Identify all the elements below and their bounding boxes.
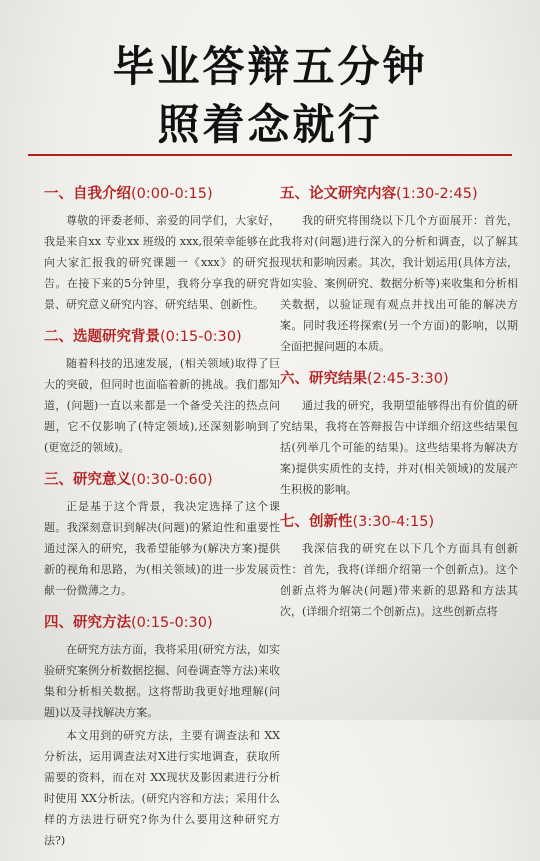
section-title: 七、创新性: [280, 514, 353, 530]
section-paragraph: 在研究方法方面，我将采用(研究方法，如实验研究案例分析数据挖掘、问卷调查等方法)来收集和分析相关数据。这将帮助我更好地理解(问题)以及寻找解决方案。: [44, 643, 280, 719]
section-heading: [44, 325, 280, 346]
section-title: 二、选题研究背景: [44, 329, 160, 345]
section-paragraph: 通过我的研究，我期望能够得出有价值的研究结果，我将在答辩报告中详细介绍这些结果包括(列举几个可能的结果)。这些结果将为解决方案)提供实质性的支持，并对(相关领域)的发展产生积极的影响。: [280, 399, 518, 496]
section-heading: [280, 367, 518, 388]
section-title: 三、研究意义: [44, 472, 131, 488]
section-methods: [44, 611, 280, 851]
section-innovation: [280, 510, 518, 622]
section-self-intro: [44, 182, 280, 315]
section-heading: [280, 510, 518, 531]
section-title: 六、研究结果: [280, 371, 367, 387]
section-time: (0:15-0:30): [131, 615, 213, 631]
section-content: [280, 182, 518, 357]
section-title: 四、研究方法: [44, 615, 131, 631]
page-title-line-2: 照着念就行: [157, 100, 383, 149]
section-title: 一、自我介绍: [44, 186, 131, 202]
section-time: (2:45-3:30): [367, 371, 449, 387]
right-column: [280, 182, 518, 632]
section-time: (0:30-0:60): [131, 472, 213, 488]
section-paragraph: 我的研究将围绕以下几个方面展开：首先，我将对(问题)进行深入的分析和调查，以了解其现状和影响因素。其次，我计划运用(具体方法，如实验、案例研究、数据分析等)来收集和分析相关数据，以验证现有观点并找出可能的解决方案。同时我还将探索(另一个方面)的影响，以期全面把握问题的本质。: [280, 214, 518, 353]
left-column: [44, 182, 280, 861]
section-paragraph: 尊敬的评委老师、亲爱的同学们，大家好，我是来自xx 专业xx 班级的 xxx,很荣幸能够在此向大家汇报我的研究课题一《xxx》的研究报告。在接下来的5分钟里，我将分享我的研究背景、研究意义研究内容、研究结果、创新性。: [44, 214, 280, 311]
section-time: (0:15-0:30): [160, 329, 242, 345]
section-heading: [44, 182, 280, 203]
section-paragraph: 正是基于这个背景，我决定选择了这个课题。我深刻意识到解决(问题)的紧迫性和重要性通过深入的研究，我希望能够为(解决方案)提供新的视角和思路，为(相关领域)的进一步发展贡献一份微薄之力。: [44, 500, 280, 597]
section-time: (1:30-2:45): [396, 186, 478, 202]
section-time: (3:30-4:15): [352, 514, 435, 530]
section-time: (0:00-0:15): [131, 186, 213, 202]
section-paragraph: 本文用到的研究方法，主要有调查法和 XX 分析法，运用调查法对X进行实地调查，获取所需要的资料，而在对 XX现状及影因素进行分析时使用 XX分析法。(研究内容和方法；采用什么样的方法进行研究?你为什么要用这种研究方法?): [44, 729, 280, 847]
section-title: 五、论文研究内容: [280, 186, 396, 202]
title-divider: [28, 154, 512, 156]
section-heading: [44, 468, 280, 489]
page-title-line-1: 毕业答辩五分钟: [112, 42, 428, 91]
section-significance: [44, 468, 280, 601]
section-paragraph: 我深信我的研究在以下几个方面具有创新性：首先，我将(详细介绍第一个创新点)。这个创新点将为解决(问题)带来新的思路和方法其次，(详细介绍第二个创新点)。这些创新点将: [280, 542, 518, 618]
section-paragraph: 随着科技的迅速发展，(相关领域)取得了巨大的突破，但同时也面临着新的挑战。我们都知道，(问题)一直以来都是一个备受关注的热点问题，它不仅影响了(特定领域),还深刻影响到了(更宽泛的领域)。: [44, 357, 280, 454]
section-heading: [280, 182, 518, 203]
section-background: [44, 325, 280, 458]
section-heading: [44, 611, 280, 632]
section-results: [280, 367, 518, 500]
